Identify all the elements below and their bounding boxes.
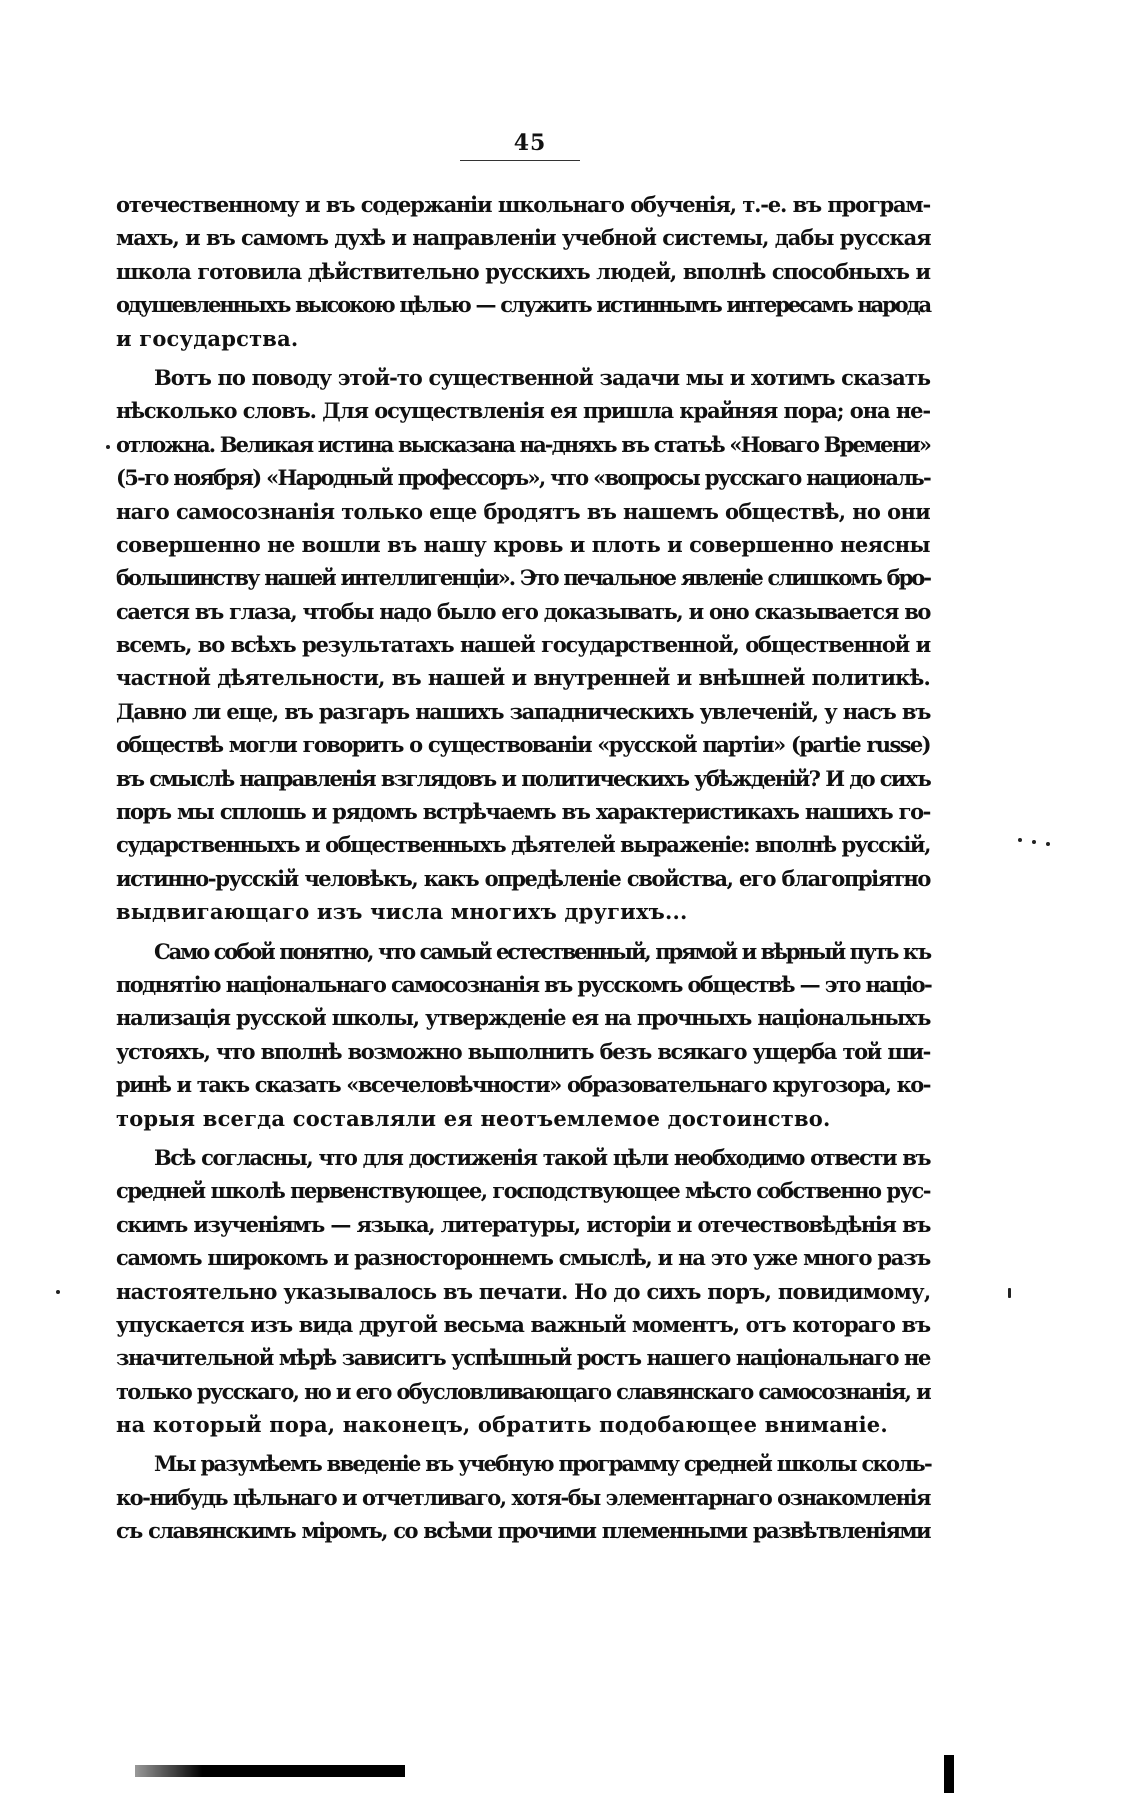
text-line: всемъ, во всѣхъ результатахъ нашей государственной, общественной и [116, 632, 930, 658]
paragraph [116, 188, 930, 355]
text-line: совершенно не вошли въ нашу кровь и плоть и совершенно неясны [116, 531, 930, 557]
text-line: большинству нашей интеллигенціи». Это печальное явленіе слишкомъ бро- [116, 565, 930, 591]
text-line: сается въ глаза, чтобы надо было его доказывать, и оно сказывается во [116, 598, 930, 624]
text-line: настоятельно указывалось въ печати. Но до сихъ поръ, повидимому, [116, 1278, 931, 1304]
text-line: средней школѣ первенствующее, господствующее мѣсто собственно рус- [116, 1178, 930, 1204]
text-line: отечественному и въ содержаніи школьнаго обученія, т.-е. въ програм- [116, 192, 930, 217]
text-line: Вотъ по поводу этой-то существенной задачи мы и хотимъ сказать [154, 364, 930, 390]
scan-speck [1032, 840, 1036, 844]
scan-edge-mark [944, 1755, 954, 1793]
scan-speck [1046, 842, 1050, 846]
paragraph [116, 935, 930, 1135]
text-line: устояхъ, что вполнѣ возможно выполнить безъ всякаго ущерба той ши- [116, 1038, 930, 1064]
text-line: махъ, и въ самомъ духѣ и направленіи учебной системы, дабы русская [116, 225, 931, 251]
text-line: самомъ широкомъ и разностороннемъ смыслѣ, и на это уже много разъ [116, 1245, 930, 1271]
text-line: поръ мы сплошь и рядомъ встрѣчаемъ въ характеристикахъ нашихъ го- [116, 799, 930, 825]
scan-speck [106, 445, 110, 449]
text-line: въ смыслѣ направленія взглядовъ и политическихъ убѣжденій? И до сихъ [116, 765, 930, 791]
text-line: Мы разумѣемъ введеніе въ учебную программу средней школы сколь- [154, 1451, 931, 1477]
scan-speck [56, 1290, 60, 1294]
text-line: съ славянскимъ міромъ, со всѣми прочими племенными развѣтвленіями [116, 1518, 930, 1544]
page-number: 45 [513, 130, 547, 156]
text-line: и государства. [116, 325, 299, 351]
text-line: школа готовила дѣйствительно русскихъ людей, вполнѣ способныхъ и [116, 258, 930, 284]
text-line: на который пора, наконецъ, обратить подобающее вниманіе. [116, 1412, 888, 1438]
text-line: сударственныхъ и общественныхъ дѣятелей выраженіе: вполнѣ русскій, [116, 832, 930, 858]
text-line: упускается изъ вида другой весьма важный моментъ, отъ котораго въ [116, 1311, 930, 1337]
text-line: одушевленныхъ высокою цѣлью — служить истиннымъ интересамъ народа [116, 292, 930, 318]
text-line: нѣсколько словъ. Для осуществленія ея пришла крайняя пора; она не- [116, 398, 930, 424]
text-line: Всѣ согласны, что для достиженія такой цѣли необходимо отвести въ [154, 1144, 930, 1170]
body-text [116, 188, 930, 1548]
text-line: Давно ли еще, въ разгаръ нашихъ западническихъ увлеченій, у насъ въ [116, 698, 930, 724]
text-line: отложна. Великая истина высказана на-дняхъ въ статьѣ «Новаго Времени» [116, 431, 930, 457]
text-line: истинно-русскій человѣкъ, какъ опредѣленіе свойства, его благопріятно [116, 865, 930, 891]
scan-edge-bar [135, 1765, 405, 1777]
text-line: обществѣ могли говорить о существованіи «русской партіи» (partie russe) [116, 732, 930, 758]
paragraph [116, 1447, 930, 1547]
scan-speck [1008, 1288, 1011, 1298]
scan-speck [1018, 838, 1022, 842]
text-line: выдвигающаго изъ числа многихъ другихъ... [116, 899, 688, 925]
text-line: торыя всегда составляли ея неотъемлемое достоинство. [116, 1105, 831, 1131]
text-line: значительной мѣрѣ зависитъ успѣшный ростъ нашего національнаго не [116, 1345, 930, 1371]
text-line: ринѣ и такъ сказать «всечеловѣчности» образовательнаго кругозора, ко- [116, 1072, 930, 1098]
paragraph [116, 1141, 930, 1442]
text-line: поднятію національнаго самосознанія въ русскомъ обществѣ — это націо- [116, 971, 932, 997]
text-line: Само собой понятно, что самый естественный, прямой и вѣрный путь къ [154, 938, 930, 964]
text-line: частной дѣятельности, въ нашей и внутренней и внѣшней политикѣ. [116, 665, 930, 691]
text-line: скимъ изученіямъ — языка, литературы, исторіи и отечествовѣдѣнія въ [116, 1211, 930, 1237]
page-number-rule [460, 160, 580, 161]
text-line: нализація русской школы, утвержденіе ея на прочныхъ національныхъ [116, 1005, 930, 1031]
text-line: только русскаго, но и его обусловливающаго славянскаго самосознанія, и [116, 1378, 930, 1404]
text-line: ко-нибудь цѣльнаго и отчетливаго, хотя-бы элементарнаго ознакомленія [116, 1484, 930, 1510]
text-line: наго самосознанія только еще бродятъ въ нашемъ обществѣ, но они [116, 498, 930, 524]
text-line: (5-го ноября) «Народный профессоръ», что «вопросы русскаго националь- [116, 465, 930, 491]
paragraph [116, 361, 930, 929]
